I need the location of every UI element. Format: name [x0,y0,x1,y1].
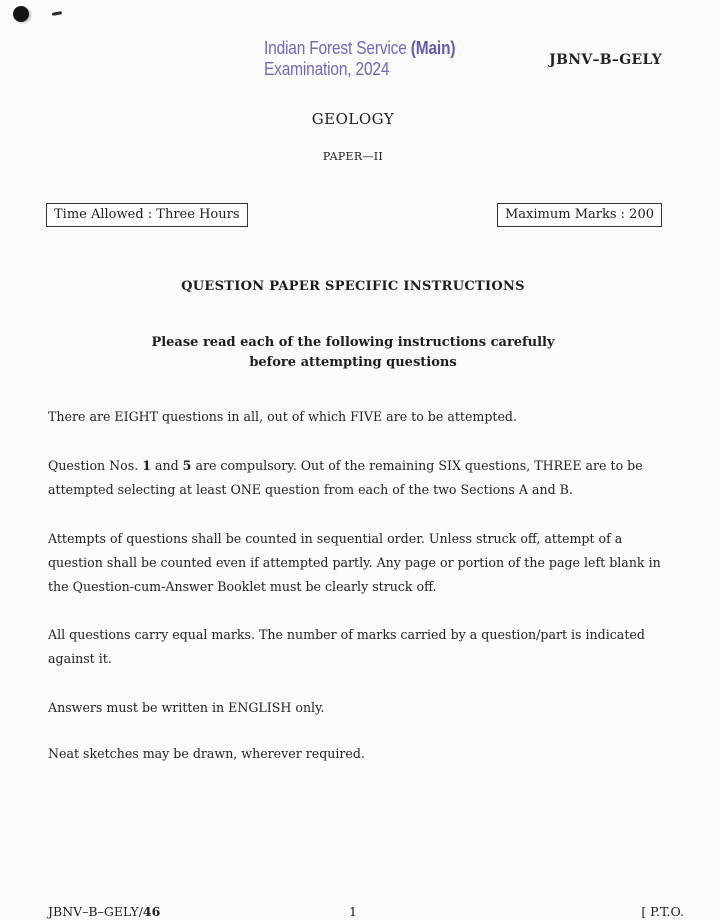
instruction-1: There are EIGHT questions in all, out of which FIVE are to be attempted. [48,409,517,424]
stamp-line-1-text: Indian Forest Service [264,38,411,58]
stamp-line-1-main: (Main) [410,38,456,58]
footer-page-count: 46 [142,904,161,919]
instruction-6: Neat sketches may be drawn, wherever required. [48,746,365,761]
paper-speck [52,11,62,16]
stamp-line-2: Examination, 2024 [264,59,390,79]
time-allowed-box: Time Allowed : Three Hours [46,203,248,227]
pto-marker: [ P.T.O. [641,904,684,919]
exam-stamp [264,38,470,80]
instruction-2-part-c: are compulsory. Out of the remaining SIX questions, THREE are to be attempted selecting at least ONE question from each of the two Sections A and B. [48,458,643,497]
instruction-2-q1: 1 [142,458,151,473]
instructions-heading: QUESTION PAPER SPECIFIC INSTRUCTIONS [181,279,525,294]
stamp-line-1 [264,38,470,59]
please-line-2: before attempting questions [249,355,457,370]
footer-code-text: JBNV–B–GELY/ [48,904,143,919]
page-number: 1 [349,904,357,919]
instruction-3: Attempts of questions shall be counted in sequential order. Unless struck off, attempt of a question shall be counted even if attempted partly. Any page or portion of the page left blank in the Question-cum-Answer Booklet must be clearly struck off. [48,531,661,594]
please-line-1: Please read each of the following instructions carefully [151,335,555,350]
instruction-5: Answers must be written in ENGLISH only. [48,700,325,715]
subject-title: GEOLOGY [311,110,395,128]
instruction-2-q5: 5 [182,458,192,473]
instruction-2-part-b: and [150,458,183,473]
paper-code-top: JBNV–B–GELY [549,52,662,68]
instruction-2-part-a: Question Nos. [48,458,143,473]
maximum-marks-box: Maximum Marks : 200 [497,203,662,227]
instruction-2 [48,454,668,502]
paper-number: PAPER—II [322,150,384,163]
punch-hole [13,6,29,22]
please-read-notice [0,333,706,373]
instruction-4: All questions carry equal marks. The number of marks carried by a question/part is indicated against it. [48,627,645,666]
